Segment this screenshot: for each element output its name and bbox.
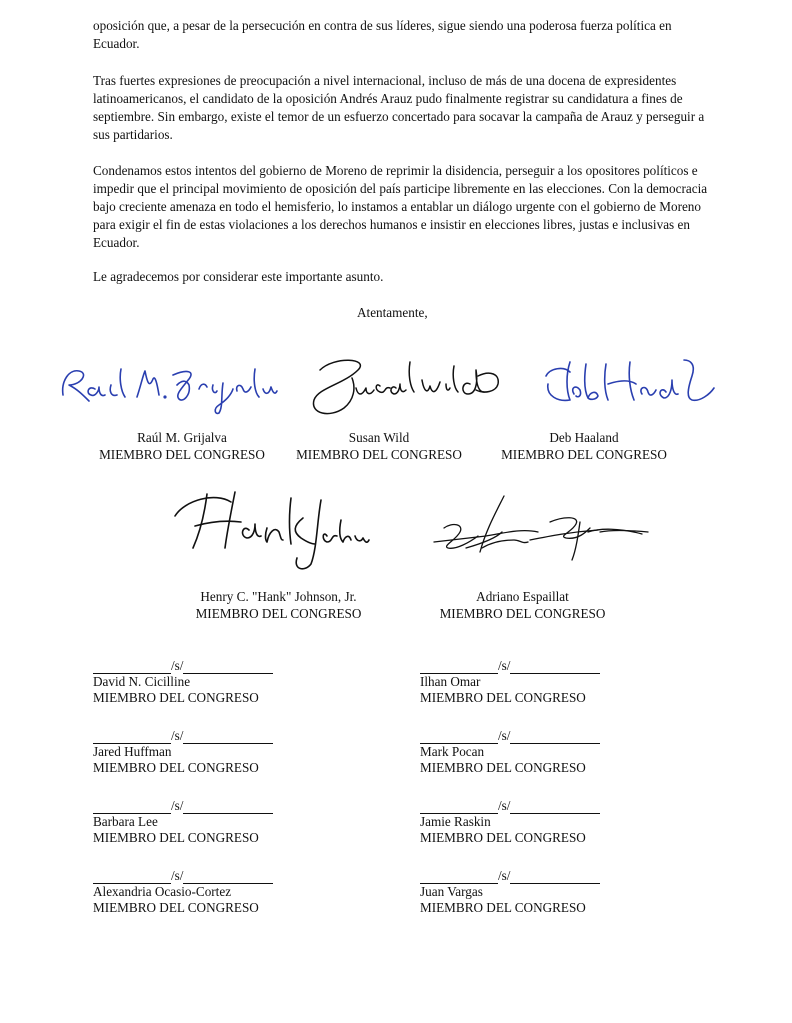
- signatory-name: Alexandria Ocasio-Cortez: [93, 884, 232, 899]
- signatory-wild: [289, 429, 469, 463]
- signatory-title: MIEMBRO DEL CONGRESO: [420, 690, 586, 705]
- slash-mark: /s/: [171, 868, 184, 883]
- signatory-name: Mark Pocan: [420, 744, 485, 759]
- slash-signature-pocan: [420, 728, 600, 776]
- slash-signature-huffman: [93, 728, 273, 776]
- signatory-title: MIEMBRO DEL CONGRESO: [99, 447, 265, 462]
- paragraph-4: Le agradecemos por considerar este importante asunto.: [93, 269, 384, 284]
- signatory-title: MIEMBRO DEL CONGRESO: [420, 900, 586, 915]
- slash-signature-lee: [93, 798, 273, 846]
- signatory-name: Juan Vargas: [420, 884, 483, 899]
- signatory-title: MIEMBRO DEL CONGRESO: [296, 447, 462, 462]
- paragraph-2: Tras fuertes expresiones de preocupación a nivel internacional, incluso de más de una docena de expresidentes latinoamericanos, el candidato de la oposición Andrés Arauz pudo finalmente registrar su candidatura a fines de septiembre. Sin embargo, existe el temor de un esfuerzo concertado para socavar la campaña de Arauz y perseguir a sus partidarios.: [93, 73, 705, 142]
- signature-haaland: [540, 350, 720, 412]
- slash-mark: /s/: [171, 728, 184, 743]
- closing: Atentamente,: [357, 305, 428, 320]
- signature-wild: [300, 348, 505, 420]
- signature-johnson: [165, 482, 375, 574]
- slash-mark: /s/: [498, 658, 511, 673]
- signatory-name: Ilhan Omar: [420, 674, 481, 689]
- slash-signature-omar: [420, 658, 600, 706]
- signature-grijalva: [55, 355, 280, 415]
- signatory-title: MIEMBRO DEL CONGRESO: [420, 830, 586, 845]
- signatory-name: Raúl M. Grijalva: [137, 430, 227, 445]
- signatory-grijalva: [92, 429, 272, 463]
- slash-signature-ocasio-cortez: [93, 868, 273, 916]
- signatory-name: David N. Cicilline: [93, 674, 191, 689]
- signatory-espaillat: [430, 588, 615, 622]
- slash-mark: /s/: [498, 798, 511, 813]
- signatory-title: MIEMBRO DEL CONGRESO: [420, 760, 586, 775]
- signatory-name: Jared Huffman: [93, 744, 172, 759]
- paragraph-3: Condenamos estos intentos del gobierno de Moreno de reprimir la disidencia, perseguir a los opositores políticos e impedir que el principal movimiento de oposición del país participe libremente en las elecciones. Con la democracia bajo creciente amenaza en todo el hemisferio, lo instamos a entablar un diálogo urgente con el gobierno de Moreno para exigir el fin de estas violaciones a los derechos humanos e insistir en elecciones libres, justas e inclusivas en Ecuador.: [93, 163, 708, 250]
- slash-mark: /s/: [171, 798, 184, 813]
- signatory-title: MIEMBRO DEL CONGRESO: [93, 900, 259, 915]
- signatory-name: Barbara Lee: [93, 814, 158, 829]
- signatory-title: MIEMBRO DEL CONGRESO: [93, 690, 259, 705]
- signatory-haaland: [494, 429, 674, 463]
- slash-mark: /s/: [171, 658, 184, 673]
- signatory-title: MIEMBRO DEL CONGRESO: [195, 606, 362, 621]
- slash-mark: /s/: [498, 728, 511, 743]
- signatory-title: MIEMBRO DEL CONGRESO: [501, 447, 667, 462]
- slash-signature-raskin: [420, 798, 600, 846]
- signatory-title: MIEMBRO DEL CONGRESO: [93, 830, 259, 845]
- slash-signature-vargas: [420, 868, 600, 916]
- signatory-name: Deb Haaland: [549, 430, 619, 445]
- signatory-johnson: [181, 588, 376, 622]
- signatory-name: Jamie Raskin: [420, 814, 491, 829]
- signatory-name: Henry C. "Hank" Johnson, Jr.: [200, 589, 357, 604]
- signature-espaillat: [430, 492, 655, 564]
- slash-signature-cicilline: [93, 658, 273, 706]
- signatory-title: MIEMBRO DEL CONGRESO: [93, 760, 259, 775]
- signatory-title: MIEMBRO DEL CONGRESO: [439, 606, 606, 621]
- paragraph-1: oposición que, a pesar de la persecución en contra de sus líderes, sigue siendo una poderosa fuerza política en Ecuador.: [93, 18, 672, 51]
- slash-mark: /s/: [498, 868, 511, 883]
- signatory-name: Susan Wild: [348, 430, 410, 445]
- signatory-name: Adriano Espaillat: [476, 589, 569, 604]
